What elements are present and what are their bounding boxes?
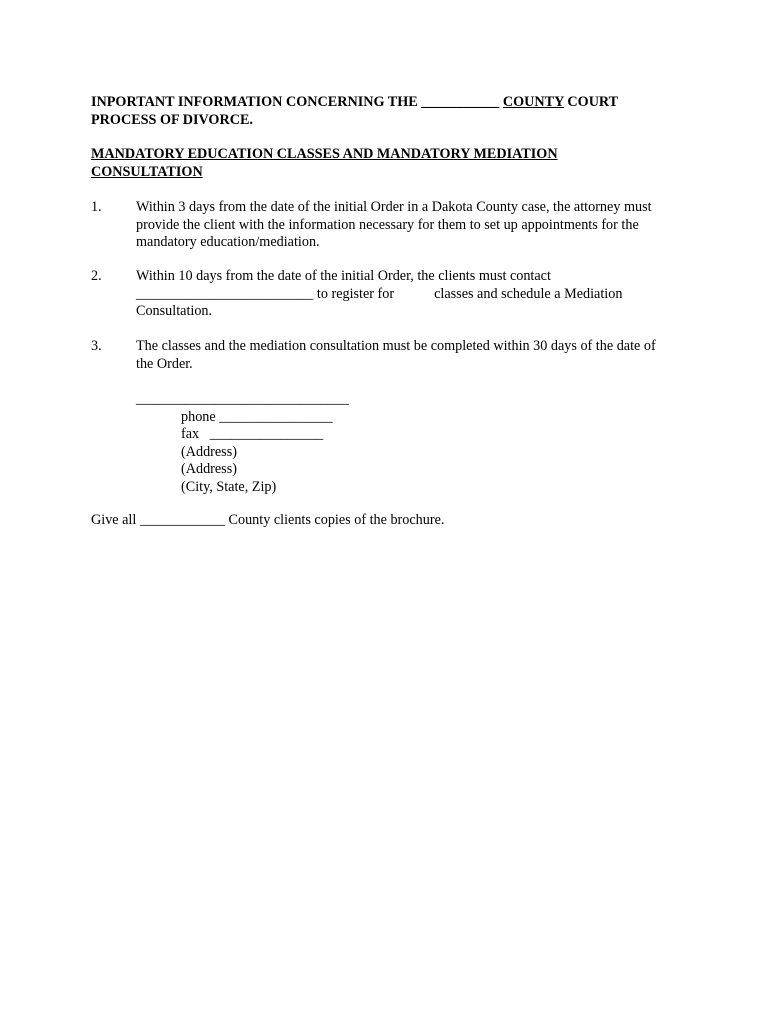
list-item-line: Consultation. [136, 303, 213, 319]
list-item-number: 3. [91, 338, 102, 354]
section-heading [91, 146, 558, 181]
contact-phone: phone ________________ [181, 408, 333, 425]
list-item-line: Within 10 days from the date of the initial Order, the clients must contact [136, 268, 551, 284]
list-item-number: 1. [91, 199, 102, 215]
list-item-line: The classes and the mediation consultation must be completed within 30 days of the date of [136, 338, 656, 354]
section-heading-line-1: MANDATORY EDUCATION CLASSES AND MANDATORY MEDIATION [91, 146, 558, 162]
title-heading [91, 94, 618, 129]
register-blank-text: _________________________ to register for [136, 285, 395, 302]
contact-fax: fax ________________ [181, 426, 324, 442]
brochure-note: Give all ____________ County clients copies of the brochure. [91, 512, 445, 528]
list-item-line: the Order. [136, 355, 193, 372]
list-item-line: provide the client with the information necessary for them to set up appointments for the [136, 216, 639, 233]
classes-text: classes and schedule a Mediation [434, 285, 623, 302]
list-item-line [136, 286, 691, 304]
contact-block [136, 391, 349, 496]
list-item-line: Within 3 days from the date of the initial Order in a Dakota County case, the attorney must [136, 199, 652, 215]
contact-city-state-zip: (City, State, Zip) [181, 478, 277, 495]
list-item-number: 2. [91, 268, 102, 284]
title-line-2: PROCESS OF DIVORCE. [91, 111, 253, 128]
list-item-line: mandatory education/mediation. [136, 234, 320, 250]
contact-name-blank: ______________________________ [136, 391, 349, 407]
list-item-text [136, 268, 691, 321]
contact-address-1: (Address) [181, 443, 237, 460]
title-county-word: COUNTY [502, 94, 564, 110]
title-line-1-suffix: COURT [563, 94, 619, 110]
list-item-text [136, 338, 691, 373]
title-line-1-prefix: INPORTANT INFORMATION CONCERNING THE ___________ [91, 94, 503, 110]
section-heading-line-2: CONSULTATION [91, 163, 203, 180]
list-item-text [136, 199, 691, 252]
contact-address-2: (Address) [181, 461, 237, 477]
title-line-1 [91, 94, 618, 112]
